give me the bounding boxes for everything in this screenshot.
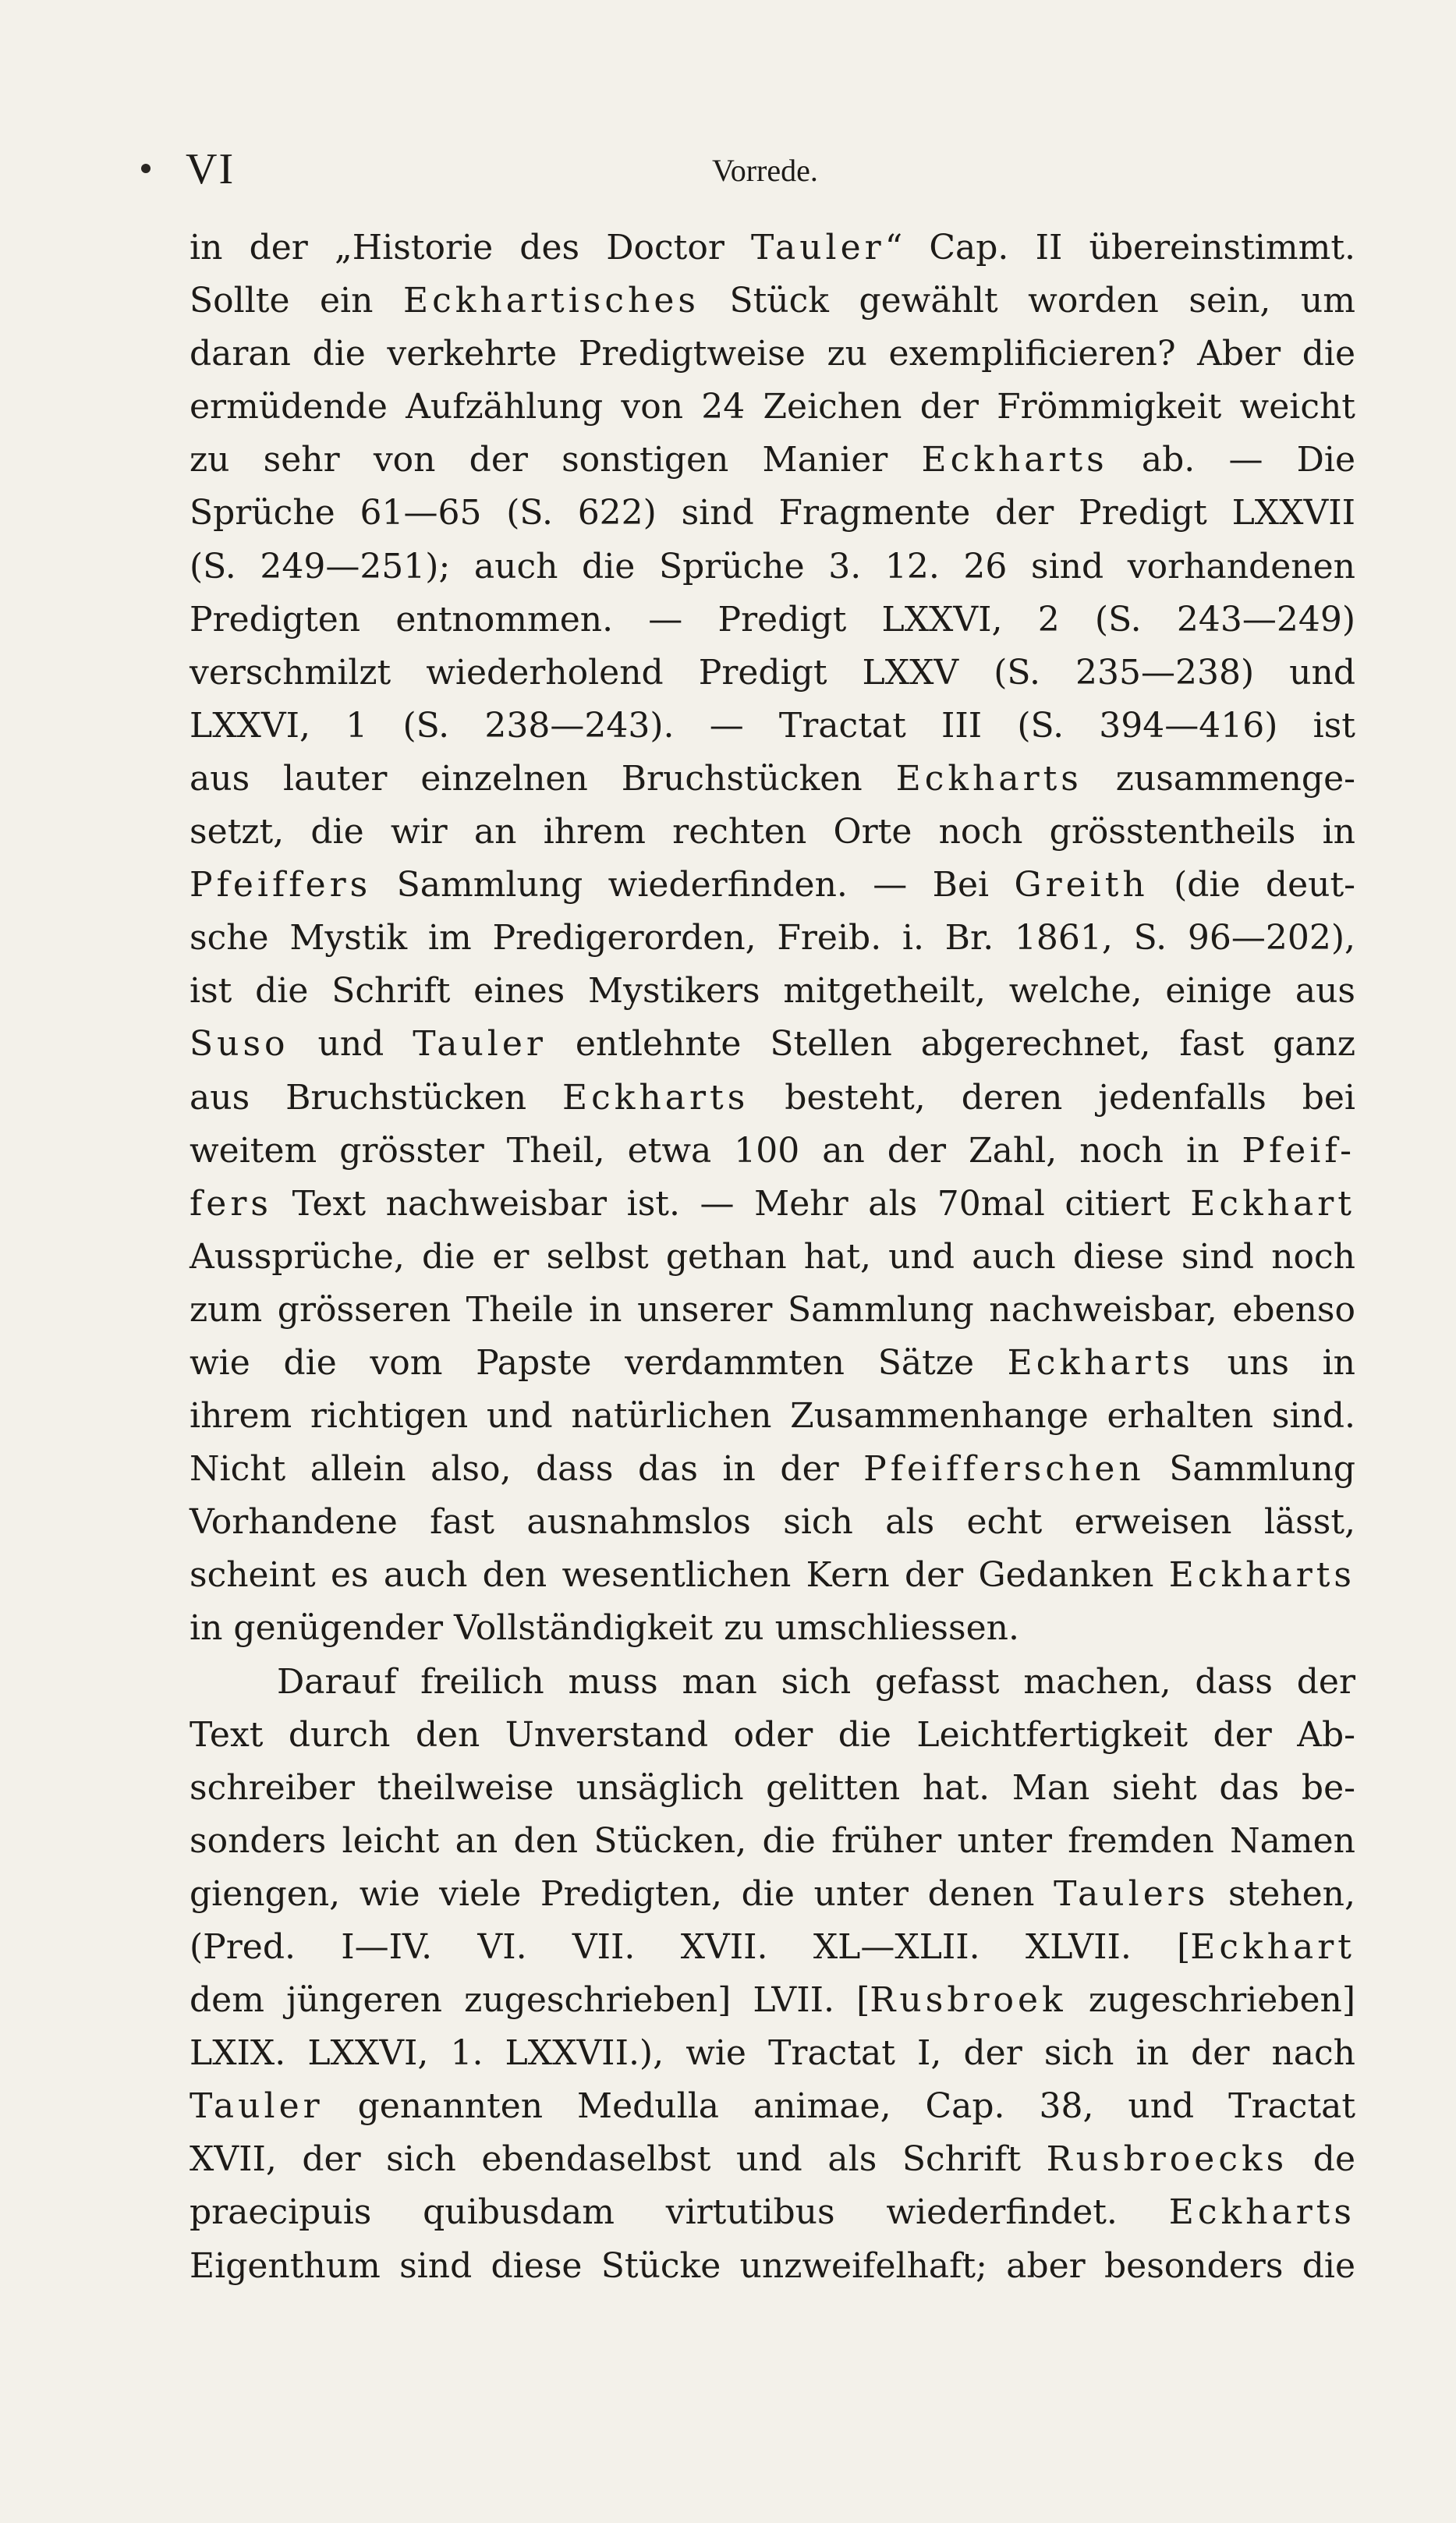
text-segment: giengen, wie viele Predigten, die unter denen: [190, 1873, 1054, 1914]
spaced-name: Pfeif-: [1242, 1130, 1355, 1171]
text-line: [190, 647, 1355, 700]
text-segment: Predigten entnommen. — Predigt LXXVI, 2 (S. 243—249): [190, 599, 1355, 640]
text-line: [190, 1496, 1355, 1549]
text-line: [190, 2133, 1355, 2186]
text-segment: Aussprüche, die er selbst gethan hat, und auch diese sind noch: [190, 1236, 1355, 1277]
running-head: Vorrede.: [712, 153, 818, 188]
text-segment: ab. — Die: [1107, 440, 1356, 480]
text-line: [190, 859, 1355, 912]
text-line: [190, 594, 1355, 647]
text-segment: LXIX. LXXVI, 1. LXXVII.), wie Tractat I, der sich in der nach: [190, 2033, 1355, 2074]
text-line: [190, 1921, 1355, 1974]
spaced-name: Eckharts: [1007, 1342, 1194, 1383]
text-segment: dem jüngeren zugeschrieben] LVII. [: [190, 1980, 870, 2021]
text-line: [190, 1815, 1355, 1868]
spaced-name: Eckharts: [921, 440, 1108, 480]
text-segment: Text nachweisbar ist. — Mehr als 70mal citiert: [271, 1183, 1191, 1224]
spaced-name: Eckharts: [562, 1077, 749, 1118]
text-segment: zugeschrieben]: [1066, 1980, 1356, 2021]
margin-dot: [141, 164, 151, 173]
text-line: [190, 381, 1355, 434]
text-line: [190, 1974, 1355, 2027]
text-line: [190, 1390, 1355, 1443]
text-line: [190, 434, 1355, 487]
text-line: [190, 912, 1355, 965]
page-number: VI: [186, 145, 236, 193]
text-line: [190, 1125, 1355, 1178]
text-line: [190, 1178, 1355, 1231]
text-segment: schreiber theilweise unsäglich gelitten hat. Man sieht das be-: [190, 1767, 1355, 1808]
text-segment: sche Mystik im Predigerorden, Freib. i. Br. 1861, S. 96—202),: [190, 918, 1355, 959]
text-segment: besteht, deren jedenfalls bei: [749, 1077, 1355, 1118]
text-segment: Nicht allein also, dass das in der: [190, 1449, 864, 1490]
text-line: [190, 1018, 1355, 1071]
text-segment: (S. 249—251); auch die Sprüche 3. 12. 26 sind vorhandenen: [190, 546, 1355, 586]
text-segment: uns in: [1193, 1342, 1356, 1383]
text-segment: Text durch den Unverstand oder die Leichtfertigkeit der Ab-: [190, 1714, 1355, 1755]
text-segment: zusammenge-: [1082, 758, 1356, 799]
text-segment: aus Bruchstücken: [190, 1077, 563, 1118]
page-header: [0, 142, 1456, 197]
text-segment: entlehnte Stellen abgerechnet, fast ganz: [546, 1024, 1355, 1065]
text-segment: (Pred. I—IV. VI. VII. XVII. XL—XLII. XLVII. [: [190, 1927, 1191, 1967]
text-segment: verschmilzt wiederholend Predigt LXXV (S. 235—238) und: [190, 652, 1355, 693]
text-segment: setzt, die wir an ihrem rechten Orte noch grösstentheils in: [190, 812, 1355, 852]
text-segment: und: [289, 1024, 413, 1065]
text-line: [190, 2240, 1355, 2293]
spaced-name: Rusbroecks: [1046, 2139, 1288, 2180]
text-segment: scheint es auch den wesentlichen Kern der Gedanken: [190, 1555, 1169, 1596]
text-segment: Vorhandene fast ausnahmslos sich als echt erweisen lässt,: [190, 1502, 1355, 1543]
spaced-name: Eckharts: [1168, 1555, 1355, 1596]
text-segment: ist die Schrift eines Mystikers mitgetheilt, welche, einige aus: [190, 971, 1355, 1012]
text-line: [190, 328, 1355, 381]
text-line: [190, 1549, 1355, 1602]
text-line: [190, 1231, 1355, 1284]
spaced-name: fers: [190, 1183, 272, 1224]
text-segment: daran die verkehrte Predigtweise zu exemplificieren? Aber die: [190, 334, 1355, 374]
text-line: [190, 700, 1355, 753]
text-line: [190, 2027, 1355, 2080]
text-segment: Sammlung wiederfinden. — Bei: [371, 865, 1015, 905]
spaced-name: Greith: [1014, 865, 1149, 905]
spaced-name: Suso: [190, 1024, 289, 1065]
spaced-name: Tauler: [413, 1024, 547, 1065]
text-line: [190, 540, 1355, 594]
body-text: [190, 221, 1355, 2293]
text-segment: aus lauter einzelnen Bruchstücken: [190, 758, 896, 799]
text-segment: “ Cap. II übereinstimmt.: [884, 228, 1355, 268]
text-segment: Sammlung: [1144, 1449, 1355, 1490]
text-segment: ihrem richtigen und natürlichen Zusammenhange erhalten sind.: [190, 1396, 1355, 1437]
text-line: [190, 1443, 1355, 1496]
text-segment: praecipuis quibusdam virtutibus wiederfindet.: [190, 2192, 1169, 2233]
spaced-name: Tauler: [190, 2086, 324, 2127]
text-segment: Sollte ein: [190, 281, 403, 321]
text-line: [190, 487, 1355, 540]
text-line: [190, 2080, 1355, 2133]
text-segment: weitem grösster Theil, etwa 100 an der Zahl, noch in: [190, 1130, 1242, 1171]
spaced-name: Taulers: [1054, 1873, 1210, 1914]
text-segment: de: [1288, 2139, 1355, 2180]
spaced-name: Eckharts: [895, 758, 1082, 799]
text-segment: zum grösseren Theile in unserer Sammlung nachweisbar, ebenso: [190, 1289, 1355, 1330]
text-segment: Eigenthum sind diese Stücke unzweifelhaft; aber besonders die: [190, 2245, 1355, 2286]
text-line: [190, 275, 1355, 328]
text-segment: in der „Historie des Doctor: [190, 228, 752, 268]
text-segment: Stück gewählt worden sein, um: [699, 281, 1355, 321]
text-line: [190, 1709, 1355, 1762]
spaced-name: Rusbroek: [870, 1980, 1067, 2021]
text-segment: stehen,: [1209, 1873, 1356, 1914]
text-segment: sonders leicht an den Stücken, die früher unter fremden Namen: [190, 1820, 1355, 1861]
text-line: [190, 806, 1355, 859]
spaced-name: Eckhartisches: [402, 281, 700, 321]
spaced-name: Eckharts: [1168, 2192, 1355, 2233]
text-line: [190, 1284, 1355, 1337]
text-segment: (die deut-: [1148, 865, 1355, 905]
text-segment: XVII, der sich ebendaselbst und als Schrift: [190, 2139, 1047, 2180]
spaced-name: Eckhart: [1190, 1183, 1355, 1224]
text-segment: in genügender Vollständigkeit zu umschliessen.: [190, 1608, 1019, 1649]
spaced-name: Eckhart: [1190, 1927, 1355, 1967]
spaced-name: Pfeiffers: [190, 865, 372, 905]
text-line: [190, 1868, 1355, 1921]
text-line: [190, 1602, 1355, 1655]
text-segment: wie die vom Papste verdammten Sätze: [190, 1342, 1008, 1383]
spaced-name: Pfeifferschen: [863, 1449, 1145, 1490]
text-line: [190, 1656, 1355, 1709]
text-line: [190, 1762, 1355, 1815]
text-line: [190, 1072, 1355, 1125]
text-segment: Sprüche 61—65 (S. 622) sind Fragmente der Predigt LXXVII: [190, 493, 1355, 533]
text-segment: ermüdende Aufzählung von 24 Zeichen der Frömmigkeit weicht: [190, 387, 1355, 427]
text-segment: zu sehr von der sonstigen Manier: [190, 440, 922, 480]
text-line: [190, 1337, 1355, 1390]
text-segment: Darauf freilich muss man sich gefasst machen, dass der: [277, 1661, 1355, 1702]
spaced-name: Tauler: [751, 228, 885, 268]
text-segment: LXXVI, 1 (S. 238—243). — Tractat III (S. 394—416) ist: [190, 705, 1355, 746]
text-line: [190, 965, 1355, 1018]
text-segment: genannten Medulla animae, Cap. 38, und Tractat: [323, 2086, 1355, 2127]
text-line: [190, 753, 1355, 806]
text-line: [190, 2186, 1355, 2239]
text-line: [190, 221, 1355, 275]
